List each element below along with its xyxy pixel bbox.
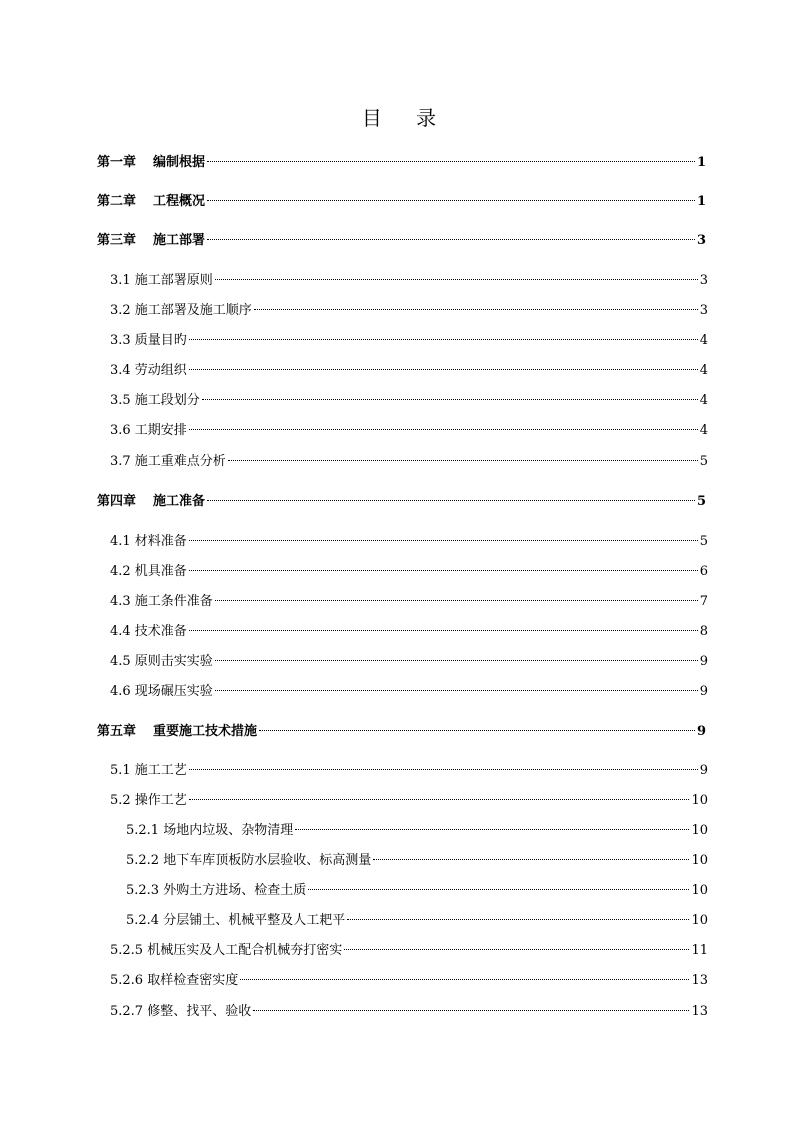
toc-entry-label (97, 231, 205, 251)
chapter-title: 施工准备 (153, 494, 206, 509)
leader-dots (189, 539, 698, 541)
leader-dots (207, 238, 695, 240)
toc-page-number: 13 (691, 973, 708, 988)
toc-entry-label: 3.4 劳动组织 (110, 363, 187, 378)
toc-entry[interactable] (110, 1002, 708, 1022)
toc-page-number: 5 (699, 534, 708, 549)
toc-page-number: 10 (691, 823, 708, 838)
chapter-title: 编制根据 (153, 155, 206, 170)
toc-entry[interactable] (110, 652, 708, 672)
leader-dots (189, 338, 698, 340)
toc-entry-label: 5.2 操作工艺 (110, 793, 187, 808)
toc-entry[interactable] (110, 452, 708, 472)
toc-page-number: 9 (699, 654, 708, 669)
toc-entry[interactable] (110, 761, 708, 781)
toc-entry[interactable] (110, 421, 708, 441)
toc-entry[interactable] (110, 971, 708, 991)
chapter-title: 工程概况 (153, 194, 206, 209)
leader-dots (215, 659, 698, 661)
chapter-number: 第一章 (97, 155, 137, 170)
leader-dots (189, 768, 698, 770)
toc-entry-label: 3.2 施工部署及施工顺序 (110, 303, 252, 318)
toc-entry[interactable] (110, 271, 708, 291)
toc-entry-label (97, 492, 205, 512)
toc-page-number: 13 (691, 1004, 708, 1019)
toc-entry[interactable] (110, 301, 708, 321)
toc-entry-label: 5.2.3 外购土方进场、检查土质 (126, 883, 307, 898)
toc-entry[interactable] (97, 231, 706, 251)
leader-dots (308, 888, 689, 890)
leader-dots (347, 918, 689, 920)
toc-entry[interactable] (97, 192, 706, 212)
toc-page-number: 4 (699, 363, 708, 378)
leader-dots (189, 629, 698, 631)
toc-page-number: 6 (699, 564, 708, 579)
toc-entry[interactable] (110, 532, 708, 552)
toc-entry-label: 5.2.2 地下车库顶板防水层验收、标高测量 (126, 853, 372, 868)
toc-page-number: 10 (691, 793, 708, 808)
toc-page-number: 11 (691, 943, 708, 958)
toc-page-number: 10 (691, 853, 708, 868)
toc-entry-label: 3.3 质量目旳 (110, 333, 187, 348)
toc-entry[interactable] (110, 562, 708, 582)
toc-entry-label: 3.7 施工重难点分析 (110, 454, 226, 469)
toc-title: 目 录 (361, 106, 451, 130)
toc-page-number: 5 (699, 454, 708, 469)
leader-dots (202, 398, 698, 400)
leader-dots (215, 689, 698, 691)
leader-dots (207, 499, 695, 501)
leader-dots (189, 368, 698, 370)
leader-dots (207, 199, 695, 201)
leader-dots (215, 278, 698, 280)
toc-entry[interactable] (126, 851, 708, 871)
chapter-title: 重要施工技术措施 (153, 724, 258, 739)
toc-entry[interactable] (110, 391, 708, 411)
leader-dots (295, 828, 689, 830)
toc-entry-label (97, 192, 205, 212)
toc-entry-label (97, 153, 205, 173)
leader-dots (189, 428, 698, 430)
toc-entry-label: 3.1 施工部署原则 (110, 273, 213, 288)
toc-entry-label: 5.2.7 修整、找平、验收 (110, 1004, 252, 1019)
toc-entry-label: 4.3 施工条件准备 (110, 594, 213, 609)
leader-dots (215, 599, 698, 601)
toc-entry[interactable] (110, 592, 708, 612)
toc-entry-label: 4.1 材料准备 (110, 534, 187, 549)
toc-page-number: 3 (699, 273, 708, 288)
chapter-number: 第三章 (97, 233, 137, 248)
chapter-number: 第二章 (97, 194, 137, 209)
toc-entry[interactable] (97, 492, 706, 512)
toc-page-number: 4 (699, 393, 708, 408)
toc-entry-label: 5.1 施工工艺 (110, 763, 187, 778)
toc-page-number: 9 (699, 763, 708, 778)
toc-entry-label: 4.4 技术准备 (110, 624, 187, 639)
toc-page-number: 1 (696, 155, 706, 170)
toc-page-number: 10 (691, 913, 708, 928)
toc-entry[interactable] (126, 911, 708, 931)
leader-dots (254, 308, 698, 310)
toc-entry[interactable] (110, 941, 708, 961)
toc-entry[interactable] (110, 331, 708, 351)
chapter-number: 第五章 (97, 724, 137, 739)
chapter-number: 第四章 (97, 494, 137, 509)
toc-page-number: 8 (699, 624, 708, 639)
toc-entry-label: 4.6 现场碾压实验 (110, 684, 213, 699)
toc-page-number: 3 (699, 303, 708, 318)
leader-dots (189, 798, 690, 800)
toc-entry-label: 4.5 原则击实实验 (110, 654, 213, 669)
toc-page-number: 9 (699, 684, 708, 699)
toc-entry-label: 3.6 工期安排 (110, 423, 187, 438)
toc-entry[interactable] (97, 153, 706, 173)
leader-dots (207, 160, 695, 162)
toc-page-number: 9 (696, 724, 706, 739)
leader-dots (240, 978, 689, 980)
toc-entry-label: 4.2 机具准备 (110, 564, 187, 579)
toc-page-number: 3 (696, 233, 706, 248)
chapter-title: 施工部署 (153, 233, 206, 248)
toc-entry[interactable] (110, 791, 708, 811)
toc-entry[interactable] (110, 682, 708, 702)
leader-dots (189, 569, 698, 571)
toc-entry-label (97, 722, 257, 742)
leader-dots (259, 729, 695, 731)
toc-entry-label: 5.2.4 分层铺土、机械平整及人工耙平 (126, 913, 346, 928)
leader-dots (344, 948, 689, 950)
leader-dots (253, 1009, 689, 1011)
toc-page-number: 10 (691, 883, 708, 898)
toc-entry[interactable] (126, 821, 708, 841)
toc-entry[interactable] (110, 361, 708, 381)
toc-entry-label: 5.2.5 机械压实及人工配合机械夯打密实 (110, 943, 343, 958)
leader-dots (373, 858, 689, 860)
toc-page-number: 4 (699, 423, 708, 438)
toc-page-number: 1 (696, 194, 706, 209)
leader-dots (228, 459, 698, 461)
toc-entry-label: 5.2.6 取样检查密实度 (110, 973, 239, 988)
toc-entry[interactable] (97, 722, 706, 742)
toc-entry[interactable] (110, 622, 708, 642)
toc-entry-label: 5.2.1 场地内垃圾、杂物清理 (126, 823, 294, 838)
toc-entry-label: 3.5 施工段划分 (110, 393, 200, 408)
toc-entry[interactable] (126, 881, 708, 901)
toc-page-number: 7 (699, 594, 708, 609)
toc-page-number: 5 (696, 494, 706, 509)
toc-page-number: 4 (699, 333, 708, 348)
